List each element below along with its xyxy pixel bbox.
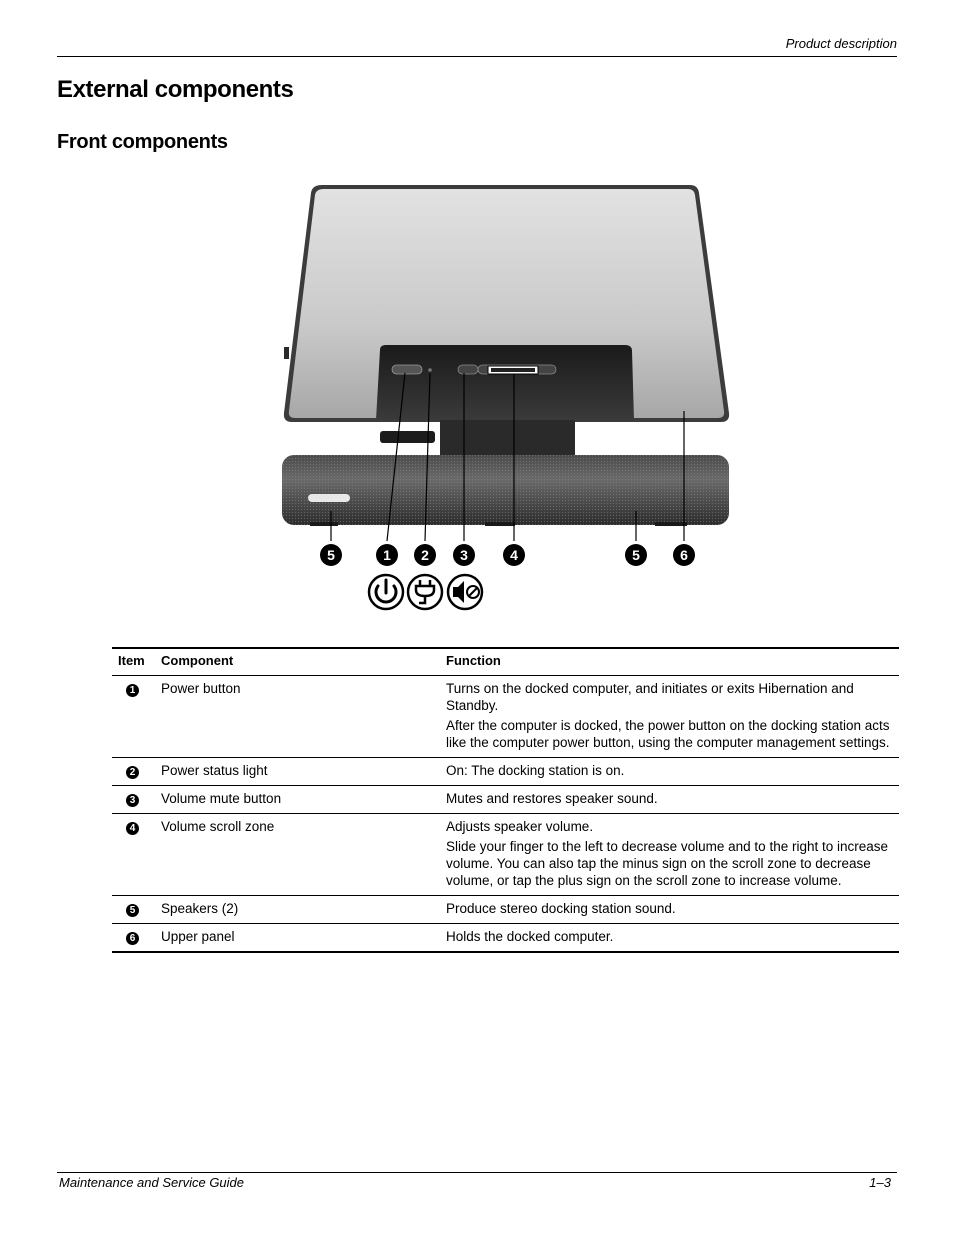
item-cell [112,786,155,814]
svg-text:6: 6 [680,547,688,563]
function-text: Turns on the docked computer, and initiates or exits Hibernation and Standby. [446,681,854,713]
table-header-row [112,648,899,676]
page-footer [57,1172,897,1190]
table-row [112,786,899,814]
callout-4 [503,544,525,566]
svg-text:5: 5 [632,547,640,563]
callout-5-right [625,544,647,566]
callout-1 [376,544,398,566]
callout-5-left [320,544,342,566]
component-cell: Power button [161,681,241,696]
function-text: After the computer is docked, the power button on the docking station acts like the computer power button, using the computer management settings. [446,718,890,750]
function-cell [440,676,899,758]
component-cell: Speakers (2) [161,901,239,916]
function-text: Slide your finger to the left to decrease volume and to the right to increase volume. You can also tap the minus sign on the scroll zone to decrease volume, or tap the plus sign on the scroll zone to increase volume. [446,839,889,888]
running-header [57,36,897,57]
item-number: 4 [126,822,139,835]
item-cell [112,676,155,758]
item-cell [112,814,155,896]
callout-2 [414,544,436,566]
item-cell [112,924,155,953]
callout-3 [453,544,475,566]
item-number: 2 [126,766,139,779]
component-cell: Volume scroll zone [161,819,275,834]
svg-text:1: 1 [383,547,391,563]
section-title: Front components [57,131,228,153]
svg-text:2: 2 [421,547,429,563]
function-text: Adjusts speaker volume. [446,819,594,834]
table-row [112,758,899,786]
components-table [112,647,899,953]
power-plug-icon [408,575,442,609]
item-number: 1 [126,684,139,697]
function-cell [440,786,899,814]
item-number: 3 [126,794,139,807]
docking-station-illustration [270,175,740,620]
callout-badges [320,544,695,566]
function-cell [440,896,899,924]
component-cell: Upper panel [161,929,235,944]
svg-text:3: 3 [460,547,468,563]
table-row [112,896,899,924]
function-text: Produce stereo docking station sound. [446,901,676,916]
callout-6 [673,544,695,566]
svg-text:5: 5 [327,547,335,563]
header-function: Function [446,653,501,668]
table-row [112,676,899,758]
table-row [112,924,899,953]
item-number: 6 [126,932,139,945]
function-text: Holds the docked computer. [446,929,614,944]
component-cell: Power status light [161,763,268,778]
header-item: Item [118,653,145,668]
control-cradle [376,345,634,471]
page-number: 1–3 [869,1175,891,1190]
speaker-base [282,455,729,526]
function-text: On: The docking station is on. [446,763,625,778]
table-row [112,814,899,896]
item-cell [112,896,155,924]
item-number: 5 [126,904,139,917]
function-cell [440,924,899,953]
header-component: Component [161,653,234,668]
running-title: Product description [785,36,897,51]
footer-guide-title: Maintenance and Service Guide [59,1175,245,1190]
component-cell: Volume mute button [161,791,282,806]
function-text: Mutes and restores speaker sound. [446,791,658,806]
page-title: External components [57,76,294,103]
svg-text:4: 4 [510,547,518,563]
function-cell [440,814,899,896]
function-cell [440,758,899,786]
item-cell [112,758,155,786]
volume-mute-icon [448,575,482,609]
power-icon [369,575,403,609]
docking-station-figure [270,175,740,620]
